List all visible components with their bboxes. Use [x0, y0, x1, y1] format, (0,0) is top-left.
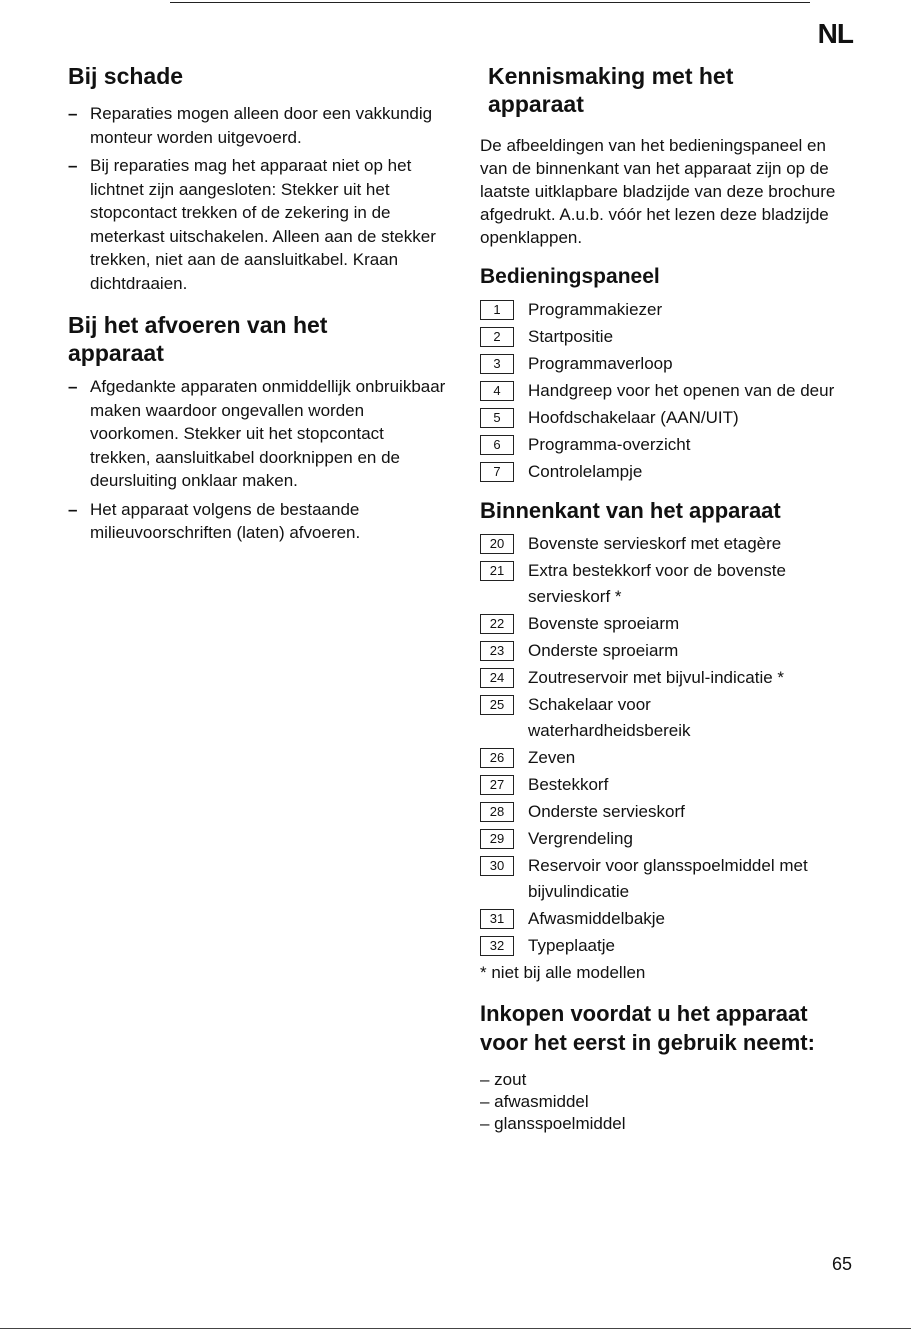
item-number-badge: 3: [480, 354, 514, 374]
item-number-badge: 20: [480, 534, 514, 554]
interior-item-label: Zeven: [528, 748, 576, 767]
purchase-list: [480, 1069, 860, 1135]
interior-heading: Binnenkant van het apparaat: [480, 498, 781, 523]
interior-item: [480, 798, 860, 825]
disposal-item-2: – Het apparaat volgens de bestaande milieuvoorschriften (laten) afvoeren.: [68, 498, 448, 545]
panel-item: [480, 404, 860, 431]
interior-item: [480, 691, 860, 744]
interior-item: [480, 664, 860, 691]
interior-item: [480, 637, 860, 664]
damage-heading: Bij schade: [68, 63, 184, 89]
item-number-badge: 31: [480, 909, 514, 929]
interior-item: [480, 932, 860, 959]
panel-item-label: Programma-overzicht: [528, 435, 691, 454]
panel-item: [480, 296, 860, 323]
interior-item: [480, 852, 860, 905]
panel-item: [480, 377, 860, 404]
damage-item-2: – Bij reparaties mag het apparaat niet op het lichtnet zijn aangesloten: Stekker uit het stopcontact trekken of de zekering in de meterkast uitschakelen. Alleen aan de stekker trekken, niet aan de aansluitkabel. Kraan dichtdraaien.: [68, 154, 448, 295]
item-number-badge: 30: [480, 856, 514, 876]
footnote: * niet bij alle modellen: [480, 963, 646, 982]
item-number-badge: 29: [480, 829, 514, 849]
interior-item-label: Bovenste servieskorf met etagère: [528, 534, 782, 553]
panel-item-label: Programmaverloop: [528, 354, 673, 373]
panel-item-label: Hoofdschakelaar (AAN/UIT): [528, 408, 739, 427]
purchase-heading: Inkopen voordat u het apparaat voor het eerst in gebruik neemt:: [480, 1001, 815, 1055]
interior-item-label: Zoutreservoir met bijvul-indicatie *: [528, 668, 785, 687]
top-rule: [170, 2, 810, 3]
intro-heading: Kennismaking met het apparaat: [488, 63, 734, 117]
item-number-badge: 22: [480, 614, 514, 634]
item-number-badge: 6: [480, 435, 514, 455]
interior-item-label: Bestekkorf: [528, 775, 609, 794]
item-number-badge: 32: [480, 936, 514, 956]
item-number-badge: 27: [480, 775, 514, 795]
interior-item: [480, 744, 860, 771]
interior-list: [480, 530, 860, 959]
panel-item-label: Controlelampje: [528, 462, 643, 481]
item-number-badge: 7: [480, 462, 514, 482]
disposal-list: [68, 375, 448, 545]
interior-item-label: Bovenste sproeiarm: [528, 614, 680, 633]
interior-item-label: Afwasmiddelbakje: [528, 909, 666, 928]
interior-item: [480, 825, 860, 852]
panel-list: [480, 296, 860, 485]
disposal-heading: Bij het afvoeren van het apparaat: [68, 312, 328, 366]
interior-item-label: Typeplaatje: [528, 936, 615, 955]
interior-item: [480, 771, 860, 798]
damage-list: [68, 102, 448, 295]
panel-item: [480, 323, 860, 350]
panel-item: [480, 350, 860, 377]
panel-item-label: Programmakiezer: [528, 300, 663, 319]
disposal-item-1: – Afgedankte apparaten onmiddellijk onbruikbaar maken waardoor ongevallen worden voorkomen. Stekker uit het stopcontact trekken, aansluitkabel doorknippen en de deursluiting onklaar maken.: [68, 375, 448, 493]
interior-item-label: Onderste servieskorf: [528, 802, 685, 821]
item-number-badge: 25: [480, 695, 514, 715]
purchase-item: – afwasmiddel: [480, 1092, 589, 1111]
interior-item-label: Onderste sproeiarm: [528, 641, 679, 660]
item-number-badge: 26: [480, 748, 514, 768]
panel-item-label: Handgreep voor het openen van de deur: [528, 381, 835, 400]
interior-item-label: Reservoir voor glansspoelmiddel met bijvulindicatie: [528, 856, 808, 901]
item-number-badge: 1: [480, 300, 514, 320]
left-column: [68, 62, 448, 545]
item-number-badge: 24: [480, 668, 514, 688]
item-number-badge: 21: [480, 561, 514, 581]
interior-item-label: Vergrendeling: [528, 829, 633, 848]
page-number: 65: [832, 1254, 853, 1274]
panel-item: [480, 458, 860, 485]
panel-item-label: Startpositie: [528, 327, 614, 346]
item-number-badge: 5: [480, 408, 514, 428]
interior-item: [480, 530, 860, 557]
intro-text: De afbeeldingen van het bedieningspaneel en van de binnenkant van het apparaat zijn op de laatste uitklapbare bladzijde van deze brochure afgedrukt. A.u.b. vóór het lezen deze bladzijde openklappen.: [480, 136, 836, 247]
panel-heading: Bedieningspaneel: [480, 265, 660, 288]
interior-item-label: Schakelaar voor waterhardheidsbereik: [528, 695, 691, 740]
panel-item: [480, 431, 860, 458]
item-number-badge: 2: [480, 327, 514, 347]
right-column: [480, 62, 860, 1135]
interior-item: [480, 905, 860, 932]
item-number-badge: 28: [480, 802, 514, 822]
interior-item: [480, 610, 860, 637]
bottom-rule: [0, 1328, 911, 1329]
item-number-badge: 4: [480, 381, 514, 401]
purchase-item: – glansspoelmiddel: [480, 1114, 626, 1133]
interior-item-label: Extra bestekkorf voor de bovenste servieskorf *: [528, 561, 786, 606]
interior-item: [480, 557, 860, 610]
language-label: NL: [817, 18, 853, 49]
damage-item-1: – Reparaties mogen alleen door een vakkundig monteur worden uitgevoerd.: [68, 102, 448, 149]
item-number-badge: 23: [480, 641, 514, 661]
purchase-item: – zout: [480, 1070, 527, 1089]
